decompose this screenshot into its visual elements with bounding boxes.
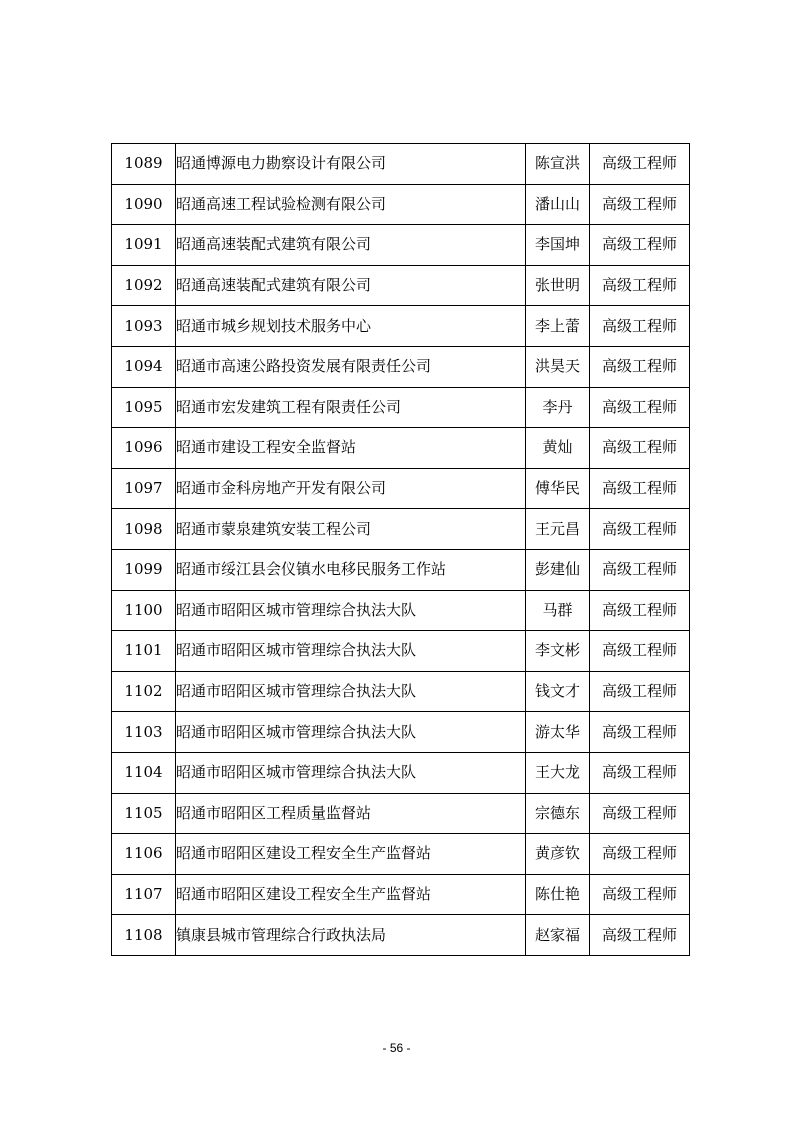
row-number-cell: 1107	[112, 874, 176, 915]
table-row	[112, 915, 690, 956]
organization-cell: 昭通市建设工程安全监督站	[176, 428, 526, 469]
table-row	[112, 387, 690, 428]
roster-table-body	[112, 144, 690, 956]
table-row	[112, 184, 690, 225]
person-name-cell: 宗德东	[526, 793, 590, 834]
organization-cell: 昭通市昭阳区城市管理综合执法大队	[176, 631, 526, 672]
table-row	[112, 590, 690, 631]
job-title-cell: 高级工程师	[590, 752, 690, 793]
row-number-cell: 1097	[112, 468, 176, 509]
job-title-cell: 高级工程师	[590, 874, 690, 915]
table-row	[112, 671, 690, 712]
organization-cell: 昭通市金科房地产开发有限公司	[176, 468, 526, 509]
organization-cell: 昭通市高速公路投资发展有限责任公司	[176, 346, 526, 387]
row-number-cell: 1098	[112, 509, 176, 550]
organization-cell: 昭通高速装配式建筑有限公司	[176, 265, 526, 306]
row-number-cell: 1091	[112, 225, 176, 266]
organization-cell: 昭通市城乡规划技术服务中心	[176, 306, 526, 347]
organization-cell: 昭通市昭阳区建设工程安全生产监督站	[176, 834, 526, 875]
person-name-cell: 王元昌	[526, 509, 590, 550]
table-row	[112, 712, 690, 753]
person-name-cell: 游太华	[526, 712, 590, 753]
table-row	[112, 306, 690, 347]
organization-cell: 昭通高速工程试验检测有限公司	[176, 184, 526, 225]
row-number-cell: 1092	[112, 265, 176, 306]
organization-cell: 昭通市宏发建筑工程有限责任公司	[176, 387, 526, 428]
job-title-cell: 高级工程师	[590, 428, 690, 469]
job-title-cell: 高级工程师	[590, 184, 690, 225]
person-name-cell: 李文彬	[526, 631, 590, 672]
table-row	[112, 265, 690, 306]
row-number-cell: 1096	[112, 428, 176, 469]
row-number-cell: 1100	[112, 590, 176, 631]
person-name-cell: 李丹	[526, 387, 590, 428]
row-number-cell: 1095	[112, 387, 176, 428]
page-number: - 56 -	[382, 1041, 411, 1055]
person-name-cell: 钱文才	[526, 671, 590, 712]
table-row	[112, 752, 690, 793]
job-title-cell: 高级工程师	[590, 671, 690, 712]
job-title-cell: 高级工程师	[590, 225, 690, 266]
job-title-cell: 高级工程师	[590, 346, 690, 387]
person-name-cell: 张世明	[526, 265, 590, 306]
table-row	[112, 144, 690, 185]
organization-cell: 昭通市昭阳区城市管理综合执法大队	[176, 590, 526, 631]
organization-cell: 昭通市昭阳区城市管理综合执法大队	[176, 712, 526, 753]
job-title-cell: 高级工程师	[590, 265, 690, 306]
row-number-cell: 1102	[112, 671, 176, 712]
person-name-cell: 陈仕艳	[526, 874, 590, 915]
person-name-cell: 李上蕾	[526, 306, 590, 347]
table-row	[112, 428, 690, 469]
roster-table	[111, 143, 690, 956]
row-number-cell: 1108	[112, 915, 176, 956]
person-name-cell: 赵家福	[526, 915, 590, 956]
person-name-cell: 陈宣洪	[526, 144, 590, 185]
table-row	[112, 631, 690, 672]
person-name-cell: 彭建仙	[526, 549, 590, 590]
job-title-cell: 高级工程师	[590, 549, 690, 590]
job-title-cell: 高级工程师	[590, 590, 690, 631]
person-name-cell: 李国坤	[526, 225, 590, 266]
organization-cell: 昭通市昭阳区建设工程安全生产监督站	[176, 874, 526, 915]
row-number-cell: 1101	[112, 631, 176, 672]
table-row	[112, 874, 690, 915]
job-title-cell: 高级工程师	[590, 712, 690, 753]
job-title-cell: 高级工程师	[590, 306, 690, 347]
job-title-cell: 高级工程师	[590, 144, 690, 185]
organization-cell: 昭通市昭阳区工程质量监督站	[176, 793, 526, 834]
person-name-cell: 洪昊天	[526, 346, 590, 387]
person-name-cell: 潘山山	[526, 184, 590, 225]
job-title-cell: 高级工程师	[590, 468, 690, 509]
person-name-cell: 黄灿	[526, 428, 590, 469]
job-title-cell: 高级工程师	[590, 834, 690, 875]
row-number-cell: 1099	[112, 549, 176, 590]
organization-cell: 昭通市昭阳区城市管理综合执法大队	[176, 671, 526, 712]
row-number-cell: 1105	[112, 793, 176, 834]
job-title-cell: 高级工程师	[590, 915, 690, 956]
person-name-cell: 黄彦钦	[526, 834, 590, 875]
table-row	[112, 509, 690, 550]
organization-cell: 镇康县城市管理综合行政执法局	[176, 915, 526, 956]
person-name-cell: 傅华民	[526, 468, 590, 509]
organization-cell: 昭通市蒙泉建筑安装工程公司	[176, 509, 526, 550]
job-title-cell: 高级工程师	[590, 631, 690, 672]
organization-cell: 昭通市绥江县会仪镇水电移民服务工作站	[176, 549, 526, 590]
organization-cell: 昭通高速装配式建筑有限公司	[176, 225, 526, 266]
person-name-cell: 王大龙	[526, 752, 590, 793]
row-number-cell: 1093	[112, 306, 176, 347]
job-title-cell: 高级工程师	[590, 387, 690, 428]
table-row	[112, 549, 690, 590]
row-number-cell: 1103	[112, 712, 176, 753]
table-row	[112, 225, 690, 266]
organization-cell: 昭通市昭阳区城市管理综合执法大队	[176, 752, 526, 793]
job-title-cell: 高级工程师	[590, 509, 690, 550]
row-number-cell: 1106	[112, 834, 176, 875]
table-row	[112, 468, 690, 509]
job-title-cell: 高级工程师	[590, 793, 690, 834]
row-number-cell: 1104	[112, 752, 176, 793]
table-row	[112, 793, 690, 834]
row-number-cell: 1089	[112, 144, 176, 185]
row-number-cell: 1094	[112, 346, 176, 387]
table-row	[112, 346, 690, 387]
organization-cell: 昭通博源电力勘察设计有限公司	[176, 144, 526, 185]
row-number-cell: 1090	[112, 184, 176, 225]
table-row	[112, 834, 690, 875]
person-name-cell: 马群	[526, 590, 590, 631]
